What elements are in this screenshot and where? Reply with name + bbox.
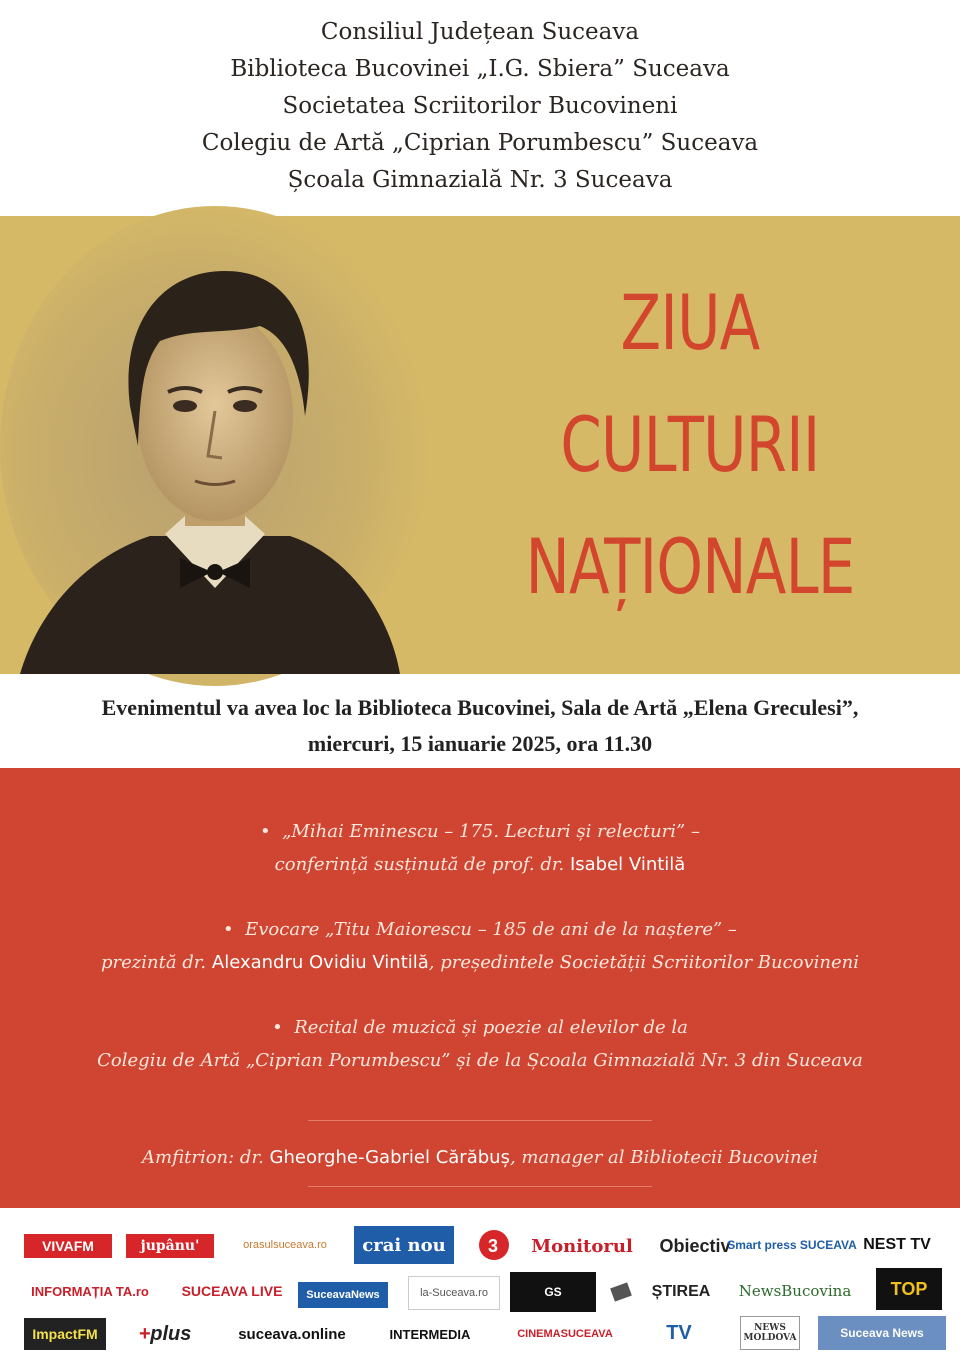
sponsor-logo: SuceavaNews xyxy=(298,1282,388,1308)
sponsor-logo: TV xyxy=(666,1321,692,1344)
sponsor-logo: NewsBucovina xyxy=(738,1282,852,1300)
organizer-line: Colegiu de Artă „Ciprian Porumbescu” Suceava xyxy=(201,130,759,156)
sponsor-logo: suceava.online xyxy=(238,1325,346,1343)
host-line xyxy=(0,1141,960,1174)
title-line: CULTURII xyxy=(560,400,820,489)
organizer-line: Școala Gimnazială Nr. 3 Suceava xyxy=(287,167,673,193)
sponsor-logo: crai nou xyxy=(354,1226,454,1264)
program-item xyxy=(0,913,960,979)
event-title xyxy=(479,262,900,628)
speaker-name: Isabel Vintilă xyxy=(569,854,686,875)
title-line: ZIUA xyxy=(620,278,760,367)
program-item-desc: prezintă dr. xyxy=(100,952,212,973)
event-date: miercuri, 15 ianuarie 2025, ora 11.30 xyxy=(307,731,653,756)
program-item-desc: conferință susținută de prof. dr. xyxy=(274,854,570,875)
sponsor-logo: NEST TV xyxy=(863,1236,931,1253)
program-item-desc: Colegiu de Artă „Ciprian Porumbescu” și de la Școala Gimnazială Nr. 3 din Suceava xyxy=(97,1050,863,1071)
organizers-list xyxy=(0,14,960,199)
organizer-line: Biblioteca Bucovinei „I.G. Sbiera” Suceava xyxy=(230,56,730,82)
event-location: Evenimentul va avea loc la Biblioteca Bucovinei, Sala de Artă „Elena Greculesi”, xyxy=(101,695,859,720)
sponsor-logo: orasulsuceava.ro xyxy=(243,1239,327,1251)
divider xyxy=(308,1186,652,1187)
sponsor-logo: INFORMAȚIA TA.ro xyxy=(31,1283,149,1299)
svg-text:3: 3 xyxy=(488,1236,499,1256)
sponsor-logo xyxy=(608,1280,636,1304)
title-band xyxy=(0,216,960,674)
divider xyxy=(308,1120,652,1121)
bullet: • xyxy=(260,821,271,842)
sponsor-logo: ȘTIREA xyxy=(651,1283,711,1300)
sponsor-logo xyxy=(470,1228,518,1262)
sponsor-logo: jupânu' xyxy=(126,1234,214,1258)
event-details xyxy=(0,690,960,762)
sponsor-logo: ImpactFM xyxy=(24,1318,106,1350)
sponsor-logo: Smart press SUCEAVA xyxy=(727,1238,857,1252)
sponsor-logo: CINEMASUCEAVA xyxy=(517,1328,613,1340)
sponsor-logo: SUCEAVA LIVE xyxy=(181,1283,283,1299)
program-item xyxy=(0,1011,960,1077)
sponsor-logo: NEWS MOLDOVA xyxy=(740,1316,800,1350)
sponsor-logo: Suceava News xyxy=(818,1316,946,1350)
sponsor-logo: Obiectiv xyxy=(659,1235,731,1256)
program-item-title: „Mihai Eminescu – 175. Lecturi și relecturi” – xyxy=(282,821,700,842)
host-label: Amfitrion: dr. xyxy=(142,1147,270,1168)
portrait-image xyxy=(0,216,460,674)
sponsor-logo: TOP xyxy=(876,1268,942,1310)
speaker-name: Alexandru Ovidiu Vintilă xyxy=(211,952,429,973)
bullet: • xyxy=(223,919,234,940)
sponsor-logo: Monitorul xyxy=(531,1235,633,1257)
host-role: , manager al Bibliotecii Bucovinei xyxy=(509,1147,818,1168)
program-item-title: Evocare „Titu Maiorescu – 185 de ani de la naștere” – xyxy=(245,919,737,940)
host-name: Gheorghe-Gabriel Cărăbuș xyxy=(269,1147,510,1168)
organizer-line: Consiliul Județean Suceava xyxy=(320,19,640,45)
program-item-title: Recital de muzică și poezie al elevilor de la xyxy=(294,1017,688,1038)
sponsor-logos xyxy=(0,1214,960,1358)
program-item xyxy=(0,815,960,881)
sponsor-logo: + plus xyxy=(138,1322,192,1345)
sponsor-logo: GS xyxy=(510,1272,596,1312)
title-line: NAȚIONALE xyxy=(525,522,855,611)
bullet: • xyxy=(272,1017,283,1038)
sponsor-logo: VIVAFM xyxy=(24,1234,112,1258)
sponsor-logo: INTERMEDIA xyxy=(389,1326,471,1342)
organizer-line: Societatea Scriitorilor Bucovineni xyxy=(282,93,678,119)
program-item-desc: , președintele Societății Scriitorilor Bucovineni xyxy=(428,952,860,973)
sponsor-logo: la-Suceava.ro xyxy=(408,1276,500,1310)
